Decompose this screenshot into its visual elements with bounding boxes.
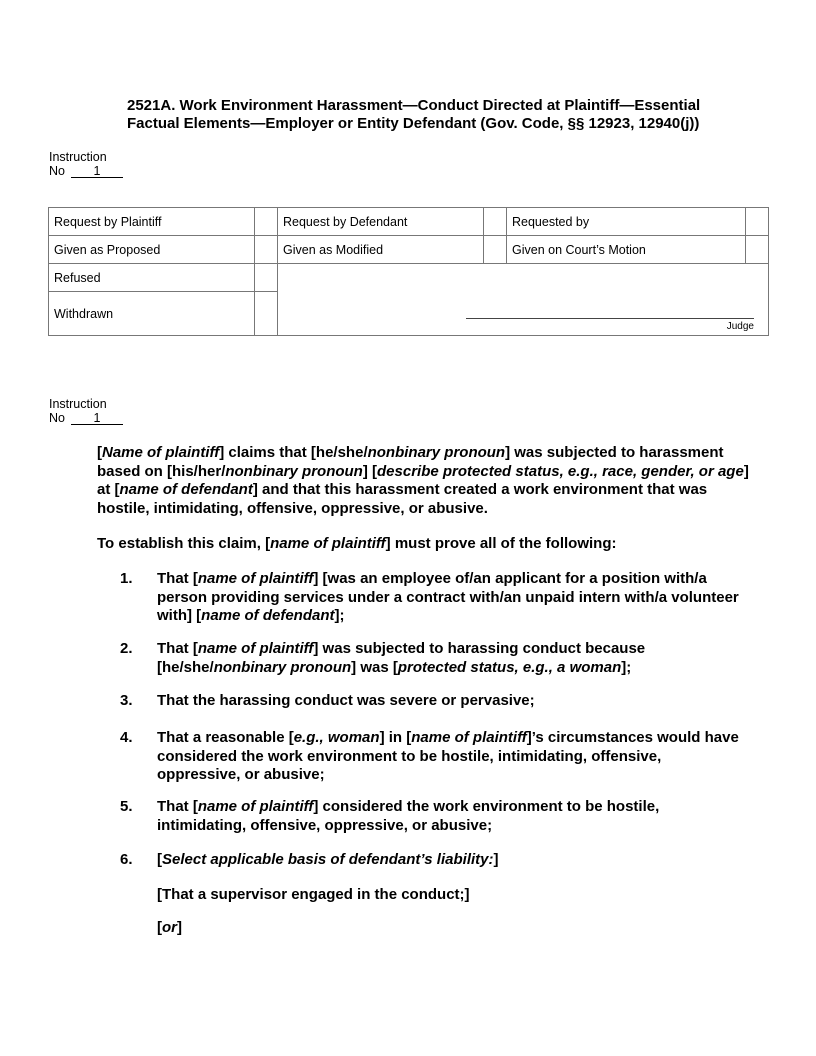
request-by-plaintiff-label: Request by Plaintiff bbox=[49, 208, 255, 236]
no-label: No bbox=[49, 164, 65, 178]
instruction-number-top bbox=[49, 150, 123, 178]
request-status-table bbox=[48, 207, 769, 336]
element-text: That [name of plaintiff] considered the work environment to be hostile, intimidating, offensive, oppressive, or abusive; bbox=[157, 798, 660, 834]
element-number: 1. bbox=[120, 570, 133, 587]
instruction-title bbox=[127, 97, 767, 133]
instruction-number-field[interactable]: 1 bbox=[71, 165, 123, 178]
element-number: 6. bbox=[120, 851, 133, 868]
instruction-number-field[interactable]: 1 bbox=[71, 412, 123, 425]
instruction-label: Instruction bbox=[49, 150, 107, 164]
withdrawn-checkbox[interactable] bbox=[255, 292, 278, 336]
element-number: 5. bbox=[120, 798, 133, 815]
requested-by-label: Requested by bbox=[507, 208, 746, 236]
claim-paragraph: [Name of plaintiff] claims that [he/she/nonbinary pronoun] was subjected to harassment based on [his/her/nonbinary pronoun] [describe protected status, e.g., race, gender, or age] at [name of defendant] and that this harassment created a work environment that was hostile, intimidating, offensive, oppressive, or abusive. bbox=[97, 444, 749, 517]
request-by-defendant-label: Request by Defendant bbox=[278, 208, 484, 236]
given-on-courts-motion-label: Given on Court’s Motion bbox=[507, 236, 746, 264]
given-on-courts-motion-checkbox[interactable] bbox=[746, 236, 769, 264]
refused-checkbox[interactable] bbox=[255, 264, 278, 292]
element-text: That [name of plaintiff] [was an employee of/an applicant for a position with/a person providing services under a contract with/an unpaid intern with/a volunteer with] [name of defendant]; bbox=[157, 570, 739, 624]
refused-label: Refused bbox=[49, 264, 255, 292]
element-text: [Select applicable basis of defendant’s liability:] bbox=[157, 851, 499, 868]
title-line-1: 2521A. Work Environment Harassment—Conduct Directed at Plaintiff—Essential bbox=[127, 97, 701, 114]
element-text: That a reasonable [e.g., woman] in [name of plaintiff]’s circumstances would have considered the work environment to be hostile, intimidating, offensive, oppressive, or abusive; bbox=[157, 729, 739, 783]
element-number: 4. bbox=[120, 729, 133, 746]
element-text: That the harassing conduct was severe or pervasive; bbox=[157, 692, 535, 709]
withdrawn-label: Withdrawn bbox=[49, 292, 255, 336]
supervisor-option: [That a supervisor engaged in the conduct;] bbox=[157, 886, 470, 903]
or-option: [or] bbox=[157, 919, 182, 936]
judge-signature-line[interactable] bbox=[466, 318, 754, 319]
given-as-modified-checkbox[interactable] bbox=[484, 236, 507, 264]
no-label: No bbox=[49, 411, 65, 425]
element-number: 2. bbox=[120, 640, 133, 657]
instruction-label: Instruction bbox=[49, 397, 107, 411]
given-as-modified-label: Given as Modified bbox=[278, 236, 484, 264]
element-text: That [name of plaintiff] was subjected to harassing conduct because [he/she/nonbinary pronoun] was [protected status, e.g., a woman]; bbox=[157, 640, 646, 676]
given-as-proposed-label: Given as Proposed bbox=[49, 236, 255, 264]
request-by-defendant-checkbox[interactable] bbox=[484, 208, 507, 236]
title-line-2: Factual Elements—Employer or Entity Defendant (Gov. Code, §§ 12923, 12940(j)) bbox=[127, 115, 700, 132]
instruction-number-bottom bbox=[49, 397, 123, 425]
establish-claim-paragraph: To establish this claim, [name of plaintiff] must prove all of the following: bbox=[97, 535, 617, 552]
requested-by-checkbox[interactable] bbox=[746, 208, 769, 236]
judge-label: Judge bbox=[726, 321, 754, 332]
judge-signature-area bbox=[278, 264, 769, 336]
request-by-plaintiff-checkbox[interactable] bbox=[255, 208, 278, 236]
element-number: 3. bbox=[120, 692, 133, 709]
given-as-proposed-checkbox[interactable] bbox=[255, 236, 278, 264]
